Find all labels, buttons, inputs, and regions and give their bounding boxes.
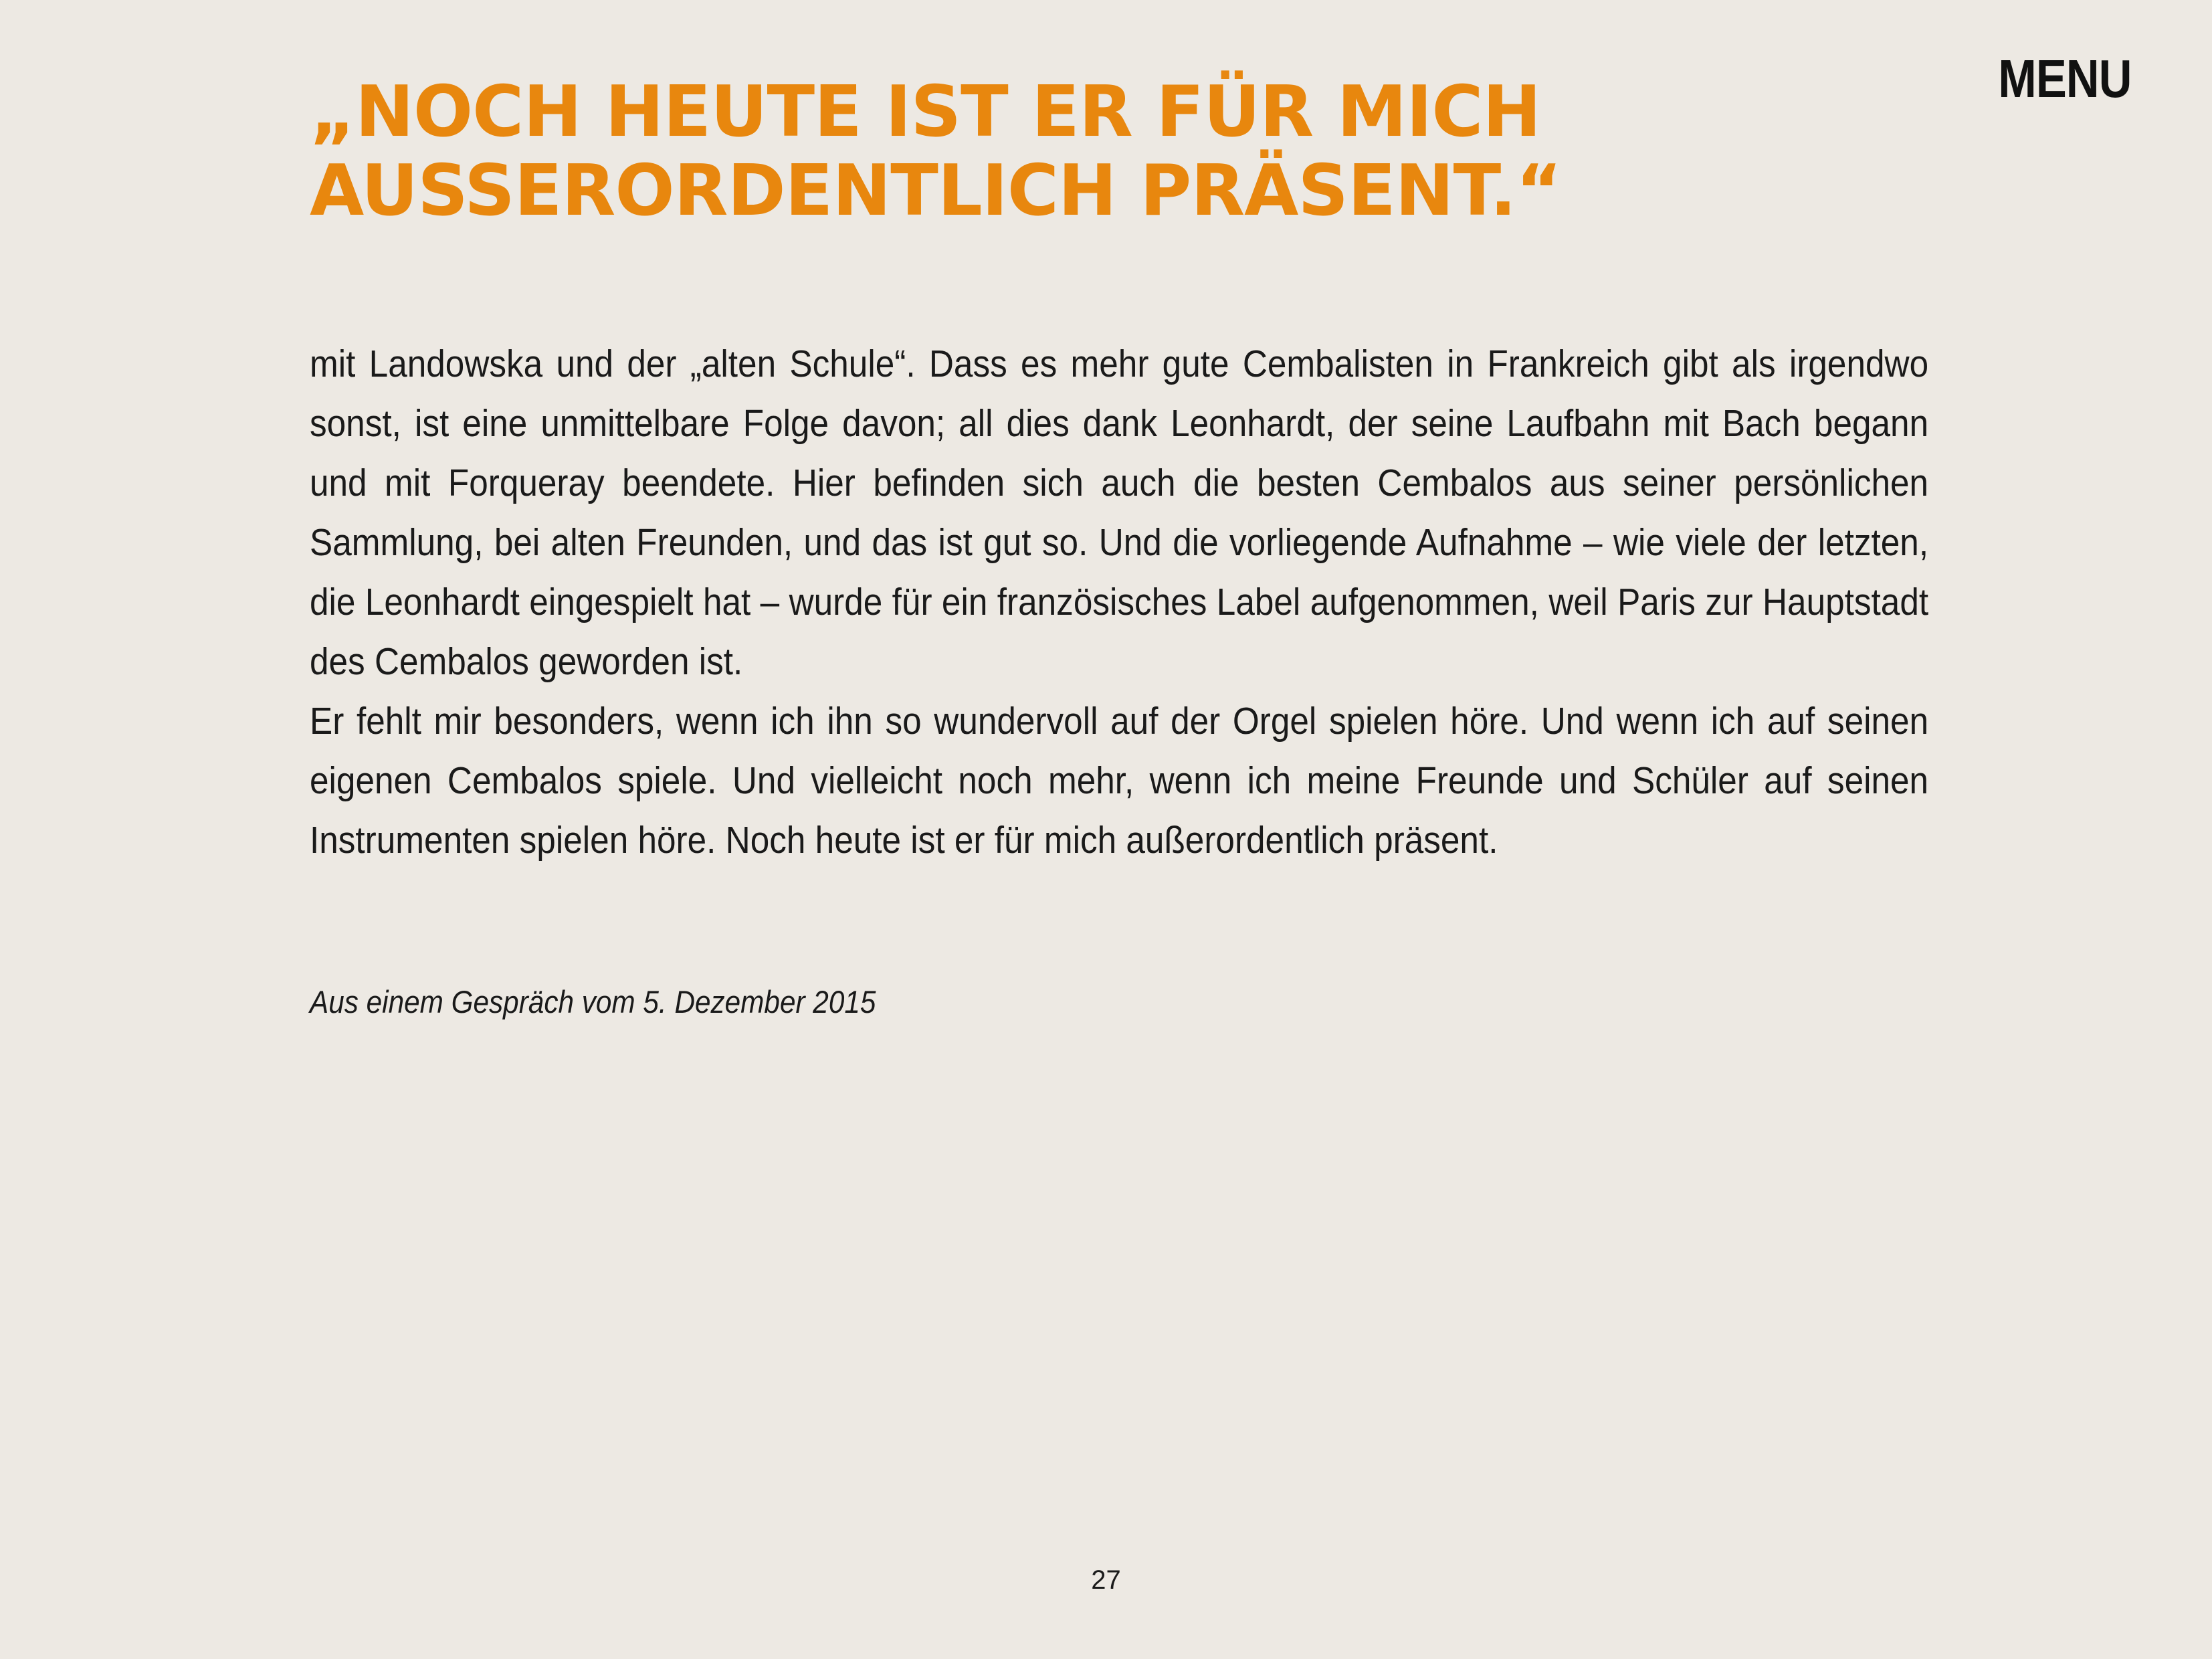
body-paragraph-2: Er fehlt mir besonders, wenn ich ihn so wundervoll auf der Orgel spielen höre. Und wenn ich auf seinen eigenen Cembalos spiele. Und vielleicht noch mehr, wenn ich meine Freunde und Schüler auf seinen Instrumenten spielen höre. Noch heute ist er für mich außerordentlich präsent. <box>310 700 1929 862</box>
page-number: 27 <box>1091 1565 1121 1595</box>
body-text <box>310 334 1928 870</box>
menu-button[interactable]: MENU <box>1998 49 2132 108</box>
page-headline <box>310 72 1848 230</box>
citation: Aus einem Gespräch vom 5. Dezember 2015 <box>310 984 876 1019</box>
headline-line-1: „NOCH HEUTE IST ER FÜR MICH <box>310 71 1541 153</box>
body-paragraph-1: mit Landowska und der „alten Schule“. Dass es mehr gute Cembalisten in Frankreich gibt als irgendwo sonst, ist eine unmittelbare Folge davon; all dies dank Leonhardt, der seine Laufbahn mit Bach begann und mit Forqueray beendete. Hier befinden sich auch die besten Cembalos aus seiner persönlichen Sammlung, bei alten Freunden, und das ist gut so. Und die vorliegende Aufnahme – wie viele der letzten, die Leonhardt eingespielt hat – wurde für ein französisches Label aufgenommen, weil Paris zur Hauptstadt des Cembalos geworden ist. <box>310 343 1929 683</box>
headline-line-2: AUSSERORDENTLICH PRÄSENT.“ <box>310 150 1562 231</box>
